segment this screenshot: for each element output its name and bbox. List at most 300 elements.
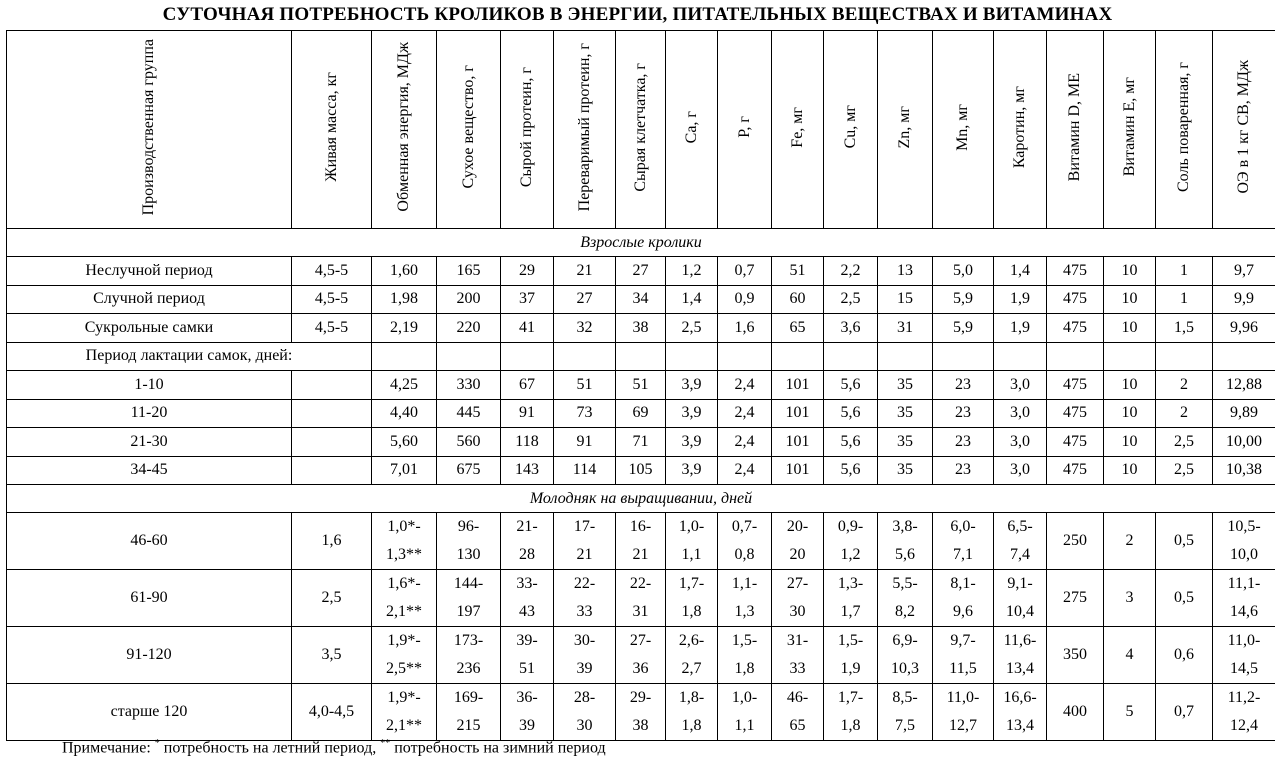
table-cell: 2,19	[372, 314, 437, 343]
table-cell	[1104, 684, 1156, 741]
table-cell: 560	[437, 428, 501, 457]
table-cell: 5,6	[824, 456, 878, 485]
cell-line-top: 17-	[573, 518, 596, 535]
table-cell: 5,6	[824, 399, 878, 428]
table-cell: 475	[1047, 428, 1104, 457]
cell-line-bottom: 2,1**	[386, 603, 422, 620]
cell-line-bottom: 33	[789, 660, 806, 677]
cell-line-bottom: 5,6	[895, 546, 915, 563]
cell-line-bottom: 33	[576, 603, 593, 620]
table-cell: 3,0	[994, 456, 1047, 485]
cell-line-top: 1,7-	[678, 575, 705, 592]
table-cell: 114	[554, 456, 616, 485]
cell-line-top: 173-	[453, 632, 484, 649]
table-cell: 4,5-5	[292, 257, 372, 286]
table-cell	[1047, 684, 1104, 741]
table-cell	[372, 684, 437, 741]
cell-line-bottom: 7,4	[1010, 546, 1030, 563]
cell-line-top: 2	[1125, 532, 1134, 549]
table-cell: 23	[933, 456, 994, 485]
table-cell: 10	[1104, 285, 1156, 314]
cell-line-bottom: 30	[576, 717, 593, 734]
cell-line-top: 31-	[786, 632, 809, 649]
table-cell	[933, 342, 994, 371]
row-label: старше 120	[7, 684, 292, 741]
page-title: СУТОЧНАЯ ПОТРЕБНОСТЬ КРОЛИКОВ В ЭНЕРГИИ, ПИТАТЕЛЬНЫХ ВЕЩЕСТВАХ И ВИТАМИНАХ	[162, 4, 1113, 25]
table-cell: 1,6	[718, 314, 772, 343]
table-cell	[1156, 570, 1213, 627]
column-header-label: Mn, мг	[954, 103, 971, 151]
cell-line-bottom: 10,0	[1230, 546, 1258, 563]
table-cell: 71	[616, 428, 666, 457]
table-cell	[1213, 684, 1275, 741]
cell-line-bottom: 1,8	[840, 717, 861, 734]
cell-line-bottom: 21	[632, 546, 649, 563]
column-header-label: Ca, г	[682, 110, 700, 144]
table-cell: 2,4	[718, 399, 772, 428]
column-header-label: Сырой протеин, г	[518, 66, 535, 188]
column-header	[1047, 31, 1104, 229]
table-cell	[554, 627, 616, 684]
cell-line-bottom: 1,3**	[386, 546, 422, 563]
column-header-label: ОЭ в 1 кг СВ, МДж	[1235, 60, 1252, 194]
table-cell	[616, 513, 666, 570]
cell-line-top: 5	[1125, 703, 1134, 720]
row-label: 11-20	[7, 399, 292, 428]
cell-line-top: 0,6	[1174, 646, 1194, 663]
table-row	[7, 314, 1275, 343]
cell-line-top: 400	[1063, 703, 1087, 720]
table-cell	[772, 627, 824, 684]
table-cell	[372, 513, 437, 570]
requirements-table	[6, 30, 1275, 741]
table-cell: 35	[878, 428, 933, 457]
column-header-label: Сырая клетчатка, г	[631, 62, 649, 192]
cell-line-bottom: 39	[576, 660, 593, 677]
table-cell: 143	[501, 456, 554, 485]
cell-line-top: 275	[1063, 589, 1087, 606]
table-row	[7, 342, 1275, 371]
cell-line-top: 30-	[573, 632, 596, 649]
cell-line-bottom: 21	[576, 546, 593, 563]
table-cell: 330	[437, 371, 501, 400]
row-label: Сукрольные самки	[7, 314, 292, 343]
table-cell: 2,5	[292, 570, 372, 627]
cell-line-top: 11,0-	[1227, 632, 1261, 649]
row-label: 34-45	[7, 456, 292, 485]
table-cell	[994, 627, 1047, 684]
table-cell: 1,2	[666, 257, 718, 286]
cell-line-top: 46-	[786, 689, 809, 706]
table-cell	[437, 342, 501, 371]
table-cell: 2,5	[1156, 428, 1213, 457]
table-cell	[718, 627, 772, 684]
table-cell: 2,2	[824, 257, 878, 286]
row-label: Период лактации самок, дней:	[7, 342, 372, 371]
cell-line-top: 6,0-	[950, 518, 976, 535]
table-cell: 165	[437, 257, 501, 286]
column-header-label: Витамин E, мг	[1120, 77, 1138, 177]
table-cell: 101	[772, 456, 824, 485]
table-cell	[292, 371, 372, 400]
table-cell: 105	[616, 456, 666, 485]
table-row	[7, 371, 1275, 400]
table-cell: 10	[1104, 456, 1156, 485]
table-cell: 9,96	[1213, 314, 1275, 343]
cell-line-top: 20-	[786, 518, 809, 535]
column-header-label: Fe, мг	[788, 106, 806, 148]
cell-line-bottom: 39	[519, 717, 535, 734]
table-cell: 67	[501, 371, 554, 400]
table-cell: 3,9	[666, 456, 718, 485]
column-header	[933, 31, 994, 229]
table-cell: 5,60	[372, 428, 437, 457]
cell-line-top: 27-	[629, 632, 652, 649]
table-cell	[1156, 342, 1213, 371]
table-cell: 27	[616, 257, 666, 286]
table-cell	[437, 684, 501, 741]
cell-line-top: 6,5-	[1007, 518, 1033, 535]
table-cell	[666, 570, 718, 627]
table-cell: 9,9	[1213, 285, 1275, 314]
table-cell	[554, 513, 616, 570]
cell-line-bottom: 14,5	[1230, 660, 1258, 677]
table-cell	[824, 342, 878, 371]
cell-line-top: 28-	[573, 689, 596, 706]
cell-line-top: 21-	[516, 518, 538, 535]
cell-line-bottom: 215	[456, 717, 481, 734]
table-cell: 2,4	[718, 371, 772, 400]
table-cell: 3,9	[666, 428, 718, 457]
cell-line-top: 1,8-	[678, 689, 705, 706]
cell-line-bottom: 1,7	[840, 603, 861, 620]
cell-line-top: 36-	[516, 689, 538, 706]
cell-line-top: 1,3-	[837, 575, 864, 592]
row-label: 46-60	[7, 513, 292, 570]
table-cell: 200	[437, 285, 501, 314]
table-cell: 10	[1104, 371, 1156, 400]
table-cell: 5,9	[933, 314, 994, 343]
table-cell: 73	[554, 399, 616, 428]
table-cell: 475	[1047, 285, 1104, 314]
row-label: 1-10	[7, 371, 292, 400]
cell-line-top: 39-	[516, 632, 538, 649]
table-cell	[933, 684, 994, 741]
table-cell: 2	[1156, 399, 1213, 428]
cell-line-top: 0,7-	[731, 518, 758, 535]
cell-line-bottom: 1,8	[681, 603, 702, 620]
cell-line-top: 33-	[516, 575, 538, 592]
table-cell: 1,4	[994, 257, 1047, 286]
table-cell	[994, 342, 1047, 371]
table-cell: 2,4	[718, 428, 772, 457]
table-cell: 3,0	[994, 428, 1047, 457]
table-cell: 35	[878, 371, 933, 400]
table-cell: 10	[1104, 314, 1156, 343]
cell-line-bottom: 236	[456, 660, 481, 677]
table-cell	[501, 684, 554, 741]
cell-line-top: 5,5-	[892, 575, 918, 592]
column-header-label: Живая масса, кг	[322, 72, 340, 182]
column-header	[501, 31, 554, 229]
table-cell	[1156, 684, 1213, 741]
table-cell: 34	[616, 285, 666, 314]
cell-line-bottom: 13,4	[1006, 717, 1034, 734]
row-label: Неслучной период	[7, 257, 292, 286]
cell-line-bottom: 197	[456, 603, 481, 620]
cell-line-top: 1,0-	[678, 518, 705, 535]
column-header-label: Производственная группа	[140, 38, 157, 216]
cell-line-bottom: 1,1	[734, 717, 755, 734]
table-cell	[501, 342, 554, 371]
table-cell: 7,01	[372, 456, 437, 485]
table-cell	[772, 342, 824, 371]
table-cell: 5,6	[824, 371, 878, 400]
table-cell	[437, 513, 501, 570]
cell-line-bottom: 7,5	[895, 717, 915, 734]
table-cell	[994, 684, 1047, 741]
column-header-label: Соль поваренная, г	[1175, 62, 1192, 192]
cell-line-top: 1,0*-	[387, 518, 421, 535]
cell-line-top: 1,0-	[731, 689, 758, 706]
table-cell	[1156, 627, 1213, 684]
cell-line-bottom: 1,8	[681, 717, 702, 734]
column-header-label: P, г	[735, 116, 753, 138]
table-cell: 60	[772, 285, 824, 314]
table-cell: 37	[501, 285, 554, 314]
section-title: Молодняк на выращивании, дней	[7, 485, 1275, 513]
cell-line-bottom: 1,2	[840, 546, 861, 563]
cell-line-top: 350	[1063, 646, 1087, 663]
table-cell	[1047, 513, 1104, 570]
cell-line-top: 1,1-	[731, 575, 758, 592]
table-row	[7, 428, 1275, 457]
cell-line-bottom: 28	[519, 546, 535, 563]
section-row	[7, 485, 1275, 513]
cell-line-top: 10,5-	[1227, 518, 1261, 535]
table-cell: 1,9	[994, 314, 1047, 343]
cell-line-top: 29-	[629, 689, 652, 706]
table-cell	[1213, 342, 1275, 371]
table-cell: 2,5	[666, 314, 718, 343]
table-cell: 9,7	[1213, 257, 1275, 286]
table-cell	[666, 627, 718, 684]
column-header	[666, 31, 718, 229]
table-cell: 23	[933, 428, 994, 457]
cell-line-top: 2,6-	[678, 632, 705, 649]
cell-line-bottom: 7,1	[953, 546, 973, 563]
cell-line-bottom: 38	[632, 717, 649, 734]
cell-line-top: 0,5	[1174, 589, 1194, 606]
column-header-label: Витамин D, МЕ	[1066, 72, 1083, 182]
cell-line-bottom: 14,6	[1230, 603, 1258, 620]
column-header	[372, 31, 437, 229]
cell-line-top: 0,9-	[837, 518, 864, 535]
cell-line-top: 11,0-	[946, 689, 980, 706]
table-cell	[501, 627, 554, 684]
table-cell: 4,5-5	[292, 314, 372, 343]
table-cell: 9,89	[1213, 399, 1275, 428]
table-cell: 1,4	[666, 285, 718, 314]
table-cell: 38	[616, 314, 666, 343]
table-cell: 5,0	[933, 257, 994, 286]
table-cell: 35	[878, 456, 933, 485]
table-cell	[437, 627, 501, 684]
table-cell	[666, 342, 718, 371]
table-row	[7, 399, 1275, 428]
table-cell: 10	[1104, 257, 1156, 286]
cell-line-top: 11,2-	[1227, 689, 1261, 706]
table-cell: 3,9	[666, 371, 718, 400]
table-cell	[933, 570, 994, 627]
table-cell	[554, 570, 616, 627]
column-header	[1213, 31, 1275, 229]
column-header-label: Zn, мг	[896, 105, 913, 149]
table-cell: 475	[1047, 456, 1104, 485]
table-cell: 2,5	[824, 285, 878, 314]
cell-line-top: 1,9*-	[387, 632, 421, 649]
table-cell	[1104, 570, 1156, 627]
table-cell: 10,38	[1213, 456, 1275, 485]
cell-line-top: 27-	[786, 575, 809, 592]
table-cell: 2,4	[718, 456, 772, 485]
table-cell: 1,5	[1156, 314, 1213, 343]
table-cell: 3,6	[824, 314, 878, 343]
table-cell: 5,9	[933, 285, 994, 314]
table-cell: 4,5-5	[292, 285, 372, 314]
table-cell: 220	[437, 314, 501, 343]
table-cell	[554, 684, 616, 741]
row-label: 21-30	[7, 428, 292, 457]
table-row	[7, 570, 1275, 627]
table-cell: 1,98	[372, 285, 437, 314]
cell-line-top: 11,1-	[1227, 575, 1261, 592]
cell-line-bottom: 10,4	[1006, 603, 1034, 620]
table-row	[7, 456, 1275, 485]
cell-line-bottom: 51	[519, 660, 535, 677]
table-cell: 51	[772, 257, 824, 286]
table-cell: 10	[1104, 428, 1156, 457]
cell-line-top: 1,7-	[837, 689, 864, 706]
table-cell: 23	[933, 399, 994, 428]
section-row	[7, 229, 1275, 257]
table-cell	[1047, 570, 1104, 627]
row-label: 91-120	[7, 627, 292, 684]
table-row	[7, 257, 1275, 286]
column-header	[824, 31, 878, 229]
table-cell: 2	[1156, 371, 1213, 400]
table-cell: 91	[554, 428, 616, 457]
cell-line-bottom: 1,9	[840, 660, 861, 677]
cell-line-bottom: 1,1	[681, 546, 702, 563]
cell-line-bottom: 31	[632, 603, 649, 620]
cell-line-top: 96-	[457, 518, 480, 535]
row-label: 61-90	[7, 570, 292, 627]
table-cell: 1	[1156, 257, 1213, 286]
table-cell: 31	[878, 314, 933, 343]
cell-line-top: 9,1-	[1007, 575, 1033, 592]
table-cell	[824, 627, 878, 684]
table-cell: 445	[437, 399, 501, 428]
cell-line-top: 11,6-	[1003, 632, 1037, 649]
cell-line-bottom: 2,7	[681, 660, 702, 677]
table-cell: 475	[1047, 399, 1104, 428]
footnote-summer: потребность на летний период,	[159, 739, 381, 757]
table-cell	[1213, 513, 1275, 570]
cell-line-bottom: 2,5**	[386, 660, 422, 677]
column-header-label: Сухое вещество, г	[459, 65, 477, 189]
cell-line-bottom: 11,5	[949, 660, 977, 677]
footnote-double-star: **	[380, 738, 391, 749]
cell-line-top: 0,7	[1174, 703, 1194, 720]
cell-line-top: 3,8-	[892, 518, 918, 535]
cell-line-bottom: 36	[632, 660, 649, 677]
table-cell: 65	[772, 314, 824, 343]
cell-line-bottom: 12,7	[949, 717, 977, 734]
column-header	[878, 31, 933, 229]
table-cell	[372, 627, 437, 684]
cell-line-bottom: 1,8	[734, 660, 755, 677]
cell-line-bottom: 20	[789, 546, 806, 563]
column-header-label: Каротин, мг	[1011, 85, 1028, 169]
table-cell: 3,0	[994, 371, 1047, 400]
table-cell	[824, 513, 878, 570]
cell-line-bottom: 10,3	[891, 660, 919, 677]
table-cell	[292, 428, 372, 457]
cell-line-top: 1,9*-	[387, 689, 421, 706]
column-header	[437, 31, 501, 229]
table-cell: 3,9	[666, 399, 718, 428]
column-header	[1104, 31, 1156, 229]
section-title: Взрослые кролики	[7, 229, 1275, 257]
table-cell: 10,00	[1213, 428, 1275, 457]
table-cell: 3,0	[994, 399, 1047, 428]
table-cell	[718, 684, 772, 741]
table-cell: 118	[501, 428, 554, 457]
table-cell: 29	[501, 257, 554, 286]
table-cell	[1213, 570, 1275, 627]
table-cell	[616, 342, 666, 371]
table-cell	[666, 684, 718, 741]
table-cell: 5,6	[824, 428, 878, 457]
cell-line-bottom: 43	[519, 603, 535, 620]
row-label: Случной период	[7, 285, 292, 314]
table-row	[7, 627, 1275, 684]
table-cell	[824, 684, 878, 741]
cell-line-top: 250	[1063, 532, 1087, 549]
table-cell: 675	[437, 456, 501, 485]
table-cell: 4,40	[372, 399, 437, 428]
table-cell: 0,9	[718, 285, 772, 314]
footnote-prefix: Примечание:	[62, 739, 155, 757]
cell-line-top: 4	[1125, 646, 1134, 663]
table-cell	[1104, 627, 1156, 684]
table-cell	[772, 513, 824, 570]
table-cell: 475	[1047, 257, 1104, 286]
table-cell: 12,88	[1213, 371, 1275, 400]
table-cell	[554, 342, 616, 371]
table-cell: 23	[933, 371, 994, 400]
footnote	[62, 738, 606, 757]
column-header-label: Переваримый протеин, г	[575, 42, 593, 212]
table-cell	[994, 513, 1047, 570]
table-cell: 51	[616, 371, 666, 400]
table-cell	[1047, 342, 1104, 371]
cell-line-top: 22-	[573, 575, 596, 592]
footnote-star: *	[154, 738, 160, 749]
table-cell: 3,5	[292, 627, 372, 684]
column-header	[1156, 31, 1213, 229]
